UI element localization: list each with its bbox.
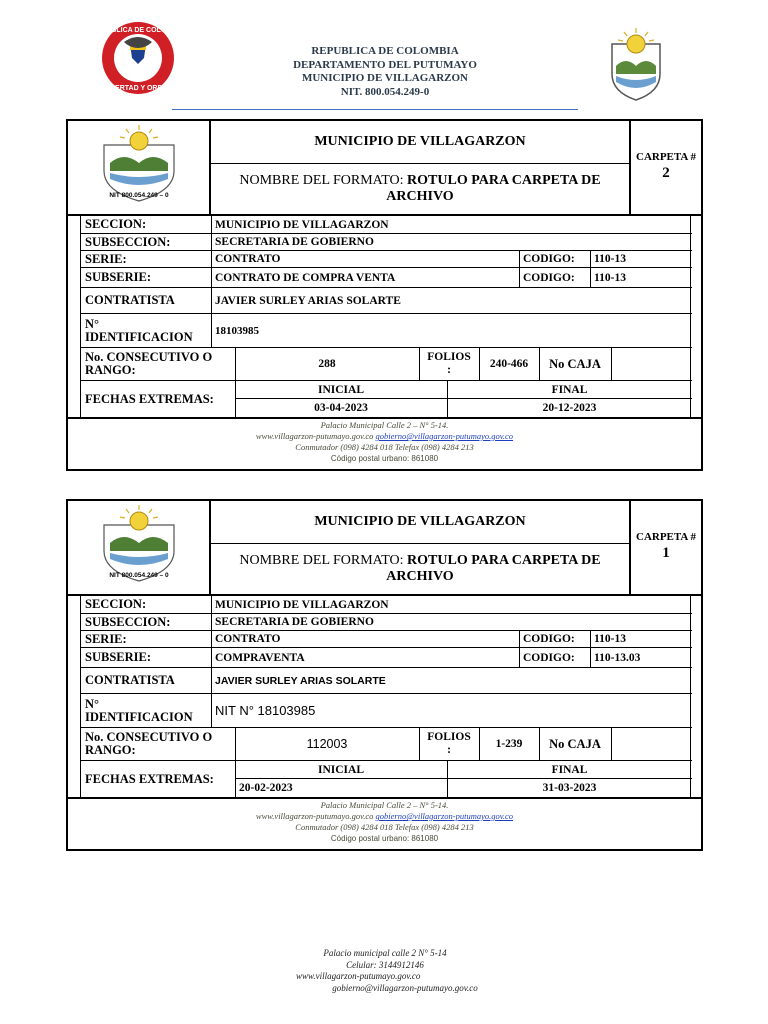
codigo-value: 110-13 [594,633,626,645]
label-rows [80,596,691,797]
serie-label: SERIE: [85,631,127,646]
final-value: 20-12-2023 [542,402,597,414]
folder-label-card [66,119,703,471]
seccion-value: MUNICIPIO DE VILLAGARZON [215,218,389,231]
inicial-label: INICIAL [235,381,447,399]
header-divider [172,109,578,110]
folios-value: 1-239 [495,738,523,750]
seccion-row [81,596,692,614]
villagarzon-crest-icon [96,505,182,585]
format-value: ROTULO PARA CARPETA DE ARCHIVO [386,173,601,204]
logo-cell [68,121,211,216]
page-footer-web: www.villagarzon-putumayo.gov.co [296,971,421,981]
final-label: FINAL [447,761,692,779]
subserie-row [81,268,692,288]
folios-label: FOLIOS : [427,351,471,376]
consecutivo-row [81,728,692,761]
format-name [211,164,629,216]
subseccion-label: SUBSECCION: [85,614,171,629]
identificacion-label: N° IDENTIFICACION [85,316,193,344]
subserie-row [81,648,692,668]
subseccion-row [81,234,692,251]
identificacion-value: NIT N° 18103985 [215,703,316,718]
folios-label: FOLIOS : [427,731,471,756]
codigo2-label: CODIGO: [523,271,575,284]
folios-value: 240-466 [489,358,529,370]
seccion-row [81,216,692,234]
consecutivo-value: 288 [318,358,336,370]
fechas-label: FECHAS EXTREMAS: [85,771,214,786]
consecutivo-label: No. CONSECUTIVO O RANGO: [85,350,213,377]
contratista-row [81,288,692,314]
carpeta-label: CARPETA # [636,531,696,543]
header-title-block [230,45,540,99]
codigo2-label: CODIGO: [523,651,575,664]
serie-value: CONTRATO [215,633,281,645]
format-prefix: NOMBRE DEL FORMATO: [239,553,404,568]
final-value: 31-03-2023 [542,782,597,794]
subseccion-row [81,614,692,631]
seccion-label: SECCION: [85,217,147,231]
codigo-value: 110-13 [594,253,626,265]
consecutivo-value: 112003 [306,737,348,751]
contratista-label: CONTRATISTA [85,293,175,307]
codigo2-value: 110-13 [594,271,626,284]
contratista-row [81,668,692,694]
identificacion-label: N° IDENTIFICACION [85,696,193,724]
card-title: MUNICIPIO DE VILLAGARZON [211,121,629,164]
page-footer-email: gobierno@villagarzon-putumayo.gov.co [332,982,478,993]
inicial-label: INICIAL [235,761,447,779]
subseccion-label: SUBSECCION: [85,234,171,249]
folder-label-card [66,499,703,851]
subserie-value: COMPRAVENTA [215,651,305,664]
inicial-value: 03-04-2023 [314,402,368,414]
contratista-label: CONTRATISTA [85,673,175,687]
fechas-label: FECHAS EXTREMAS: [85,391,214,406]
card-title: MUNICIPIO DE VILLAGARZON [211,501,629,544]
subserie-value: CONTRATO DE COMPRA VENTA [215,271,396,284]
page-footer-address: Palacio municipal calle 2 N° 5-14 [323,948,447,958]
format-prefix: NOMBRE DEL FORMATO: [239,173,404,188]
carpeta-number: 1 [662,545,670,561]
consecutivo-row [81,348,692,381]
format-value: ROTULO PARA CARPETA DE ARCHIVO [386,553,601,584]
carpeta-cell [629,501,701,596]
format-name [211,544,629,596]
serie-value: CONTRATO [215,253,281,265]
logo-cell [68,501,211,596]
contratista-value: JAVIER SURLEY ARIAS SOLARTE [215,294,401,307]
header-line-4: NIT. 800.054.249-0 [340,85,430,98]
seccion-label: SECCION: [85,597,147,611]
consecutivo-label: No. CONSECUTIVO O RANGO: [85,730,213,757]
header-line-2: DEPARTAMENTO DEL PUTUMAYO [293,58,477,71]
final-label: FINAL [447,381,692,399]
identificacion-value: 18103985 [215,324,259,337]
identificacion-row [81,694,692,728]
label-rows [80,216,691,417]
caja-label: No CAJA [549,736,601,751]
svg-text:NIT 800.054.249 – 0: NIT 800.054.249 – 0 [109,192,169,199]
svg-text:LIBERTAD Y ORDEN: LIBERTAD Y ORDEN [103,85,173,92]
fechas-row [81,381,692,417]
fechas-row [81,761,692,797]
serie-label: SERIE: [85,251,127,266]
header-line-1: REPUBLICA DE COLOMBIA [311,45,459,57]
header-line-3: MUNICIPIO DE VILLAGARZON [301,72,469,84]
page-footer [260,948,510,994]
carpeta-number: 2 [662,165,670,181]
subseccion-value: SECRETARIA DE GOBIERNO [215,616,374,628]
email-link[interactable]: gobierno@villagarzon-putumayo.gov.co [375,431,514,441]
carpeta-cell [629,121,701,216]
inicial-value: 20-02-2023 [239,782,293,794]
identificacion-row [81,314,692,348]
subserie-label: SUBSERIE: [85,270,151,284]
page-footer-phone: Celular: 3144912146 [346,959,424,970]
villagarzon-crest-icon [96,125,182,205]
card-footer: Palacio Municipal Calle 2 – N° 5-14. www.villagarzon-putumayo.gov.co gobierno@villagarzon-putumayo.gov.co Conmutador (098) 4284 018 Telefax (098) 4284 213 Código postal urbano: 861080 [255,420,514,463]
svg-text:REPÚBLICA DE COLOMBIA: REPÚBLICA DE COLOMBIA [91,27,185,34]
email-link[interactable]: gobierno@villagarzon-putumayo.gov.co [375,811,514,821]
contratista-value: JAVIER SURLEY ARIAS SOLARTE [215,674,386,687]
caja-label: No CAJA [549,356,601,371]
svg-text:NIT 800.054.249 – 0: NIT 800.054.249 – 0 [109,572,169,579]
villagarzon-crest-logo [608,26,664,102]
subseccion-value: SECRETARIA DE GOBIERNO [215,236,374,248]
subserie-label: SUBSERIE: [85,650,151,664]
codigo-label: CODIGO: [523,633,575,645]
codigo-label: CODIGO: [523,253,575,265]
seccion-value: MUNICIPIO DE VILLAGARZON [215,598,389,611]
carpeta-label: CARPETA # [636,151,696,163]
codigo2-value: 110-13.03 [594,651,641,664]
serie-row [81,251,692,268]
serie-row [81,631,692,648]
colombia-seal-logo [91,20,185,96]
card-footer: Palacio Municipal Calle 2 – N° 5-14. www.villagarzon-putumayo.gov.co gobierno@villagarzon-putumayo.gov.co Conmutador (098) 4284 018 Telefax (098) 4284 213 Código postal urbano: 861080 [255,800,514,843]
